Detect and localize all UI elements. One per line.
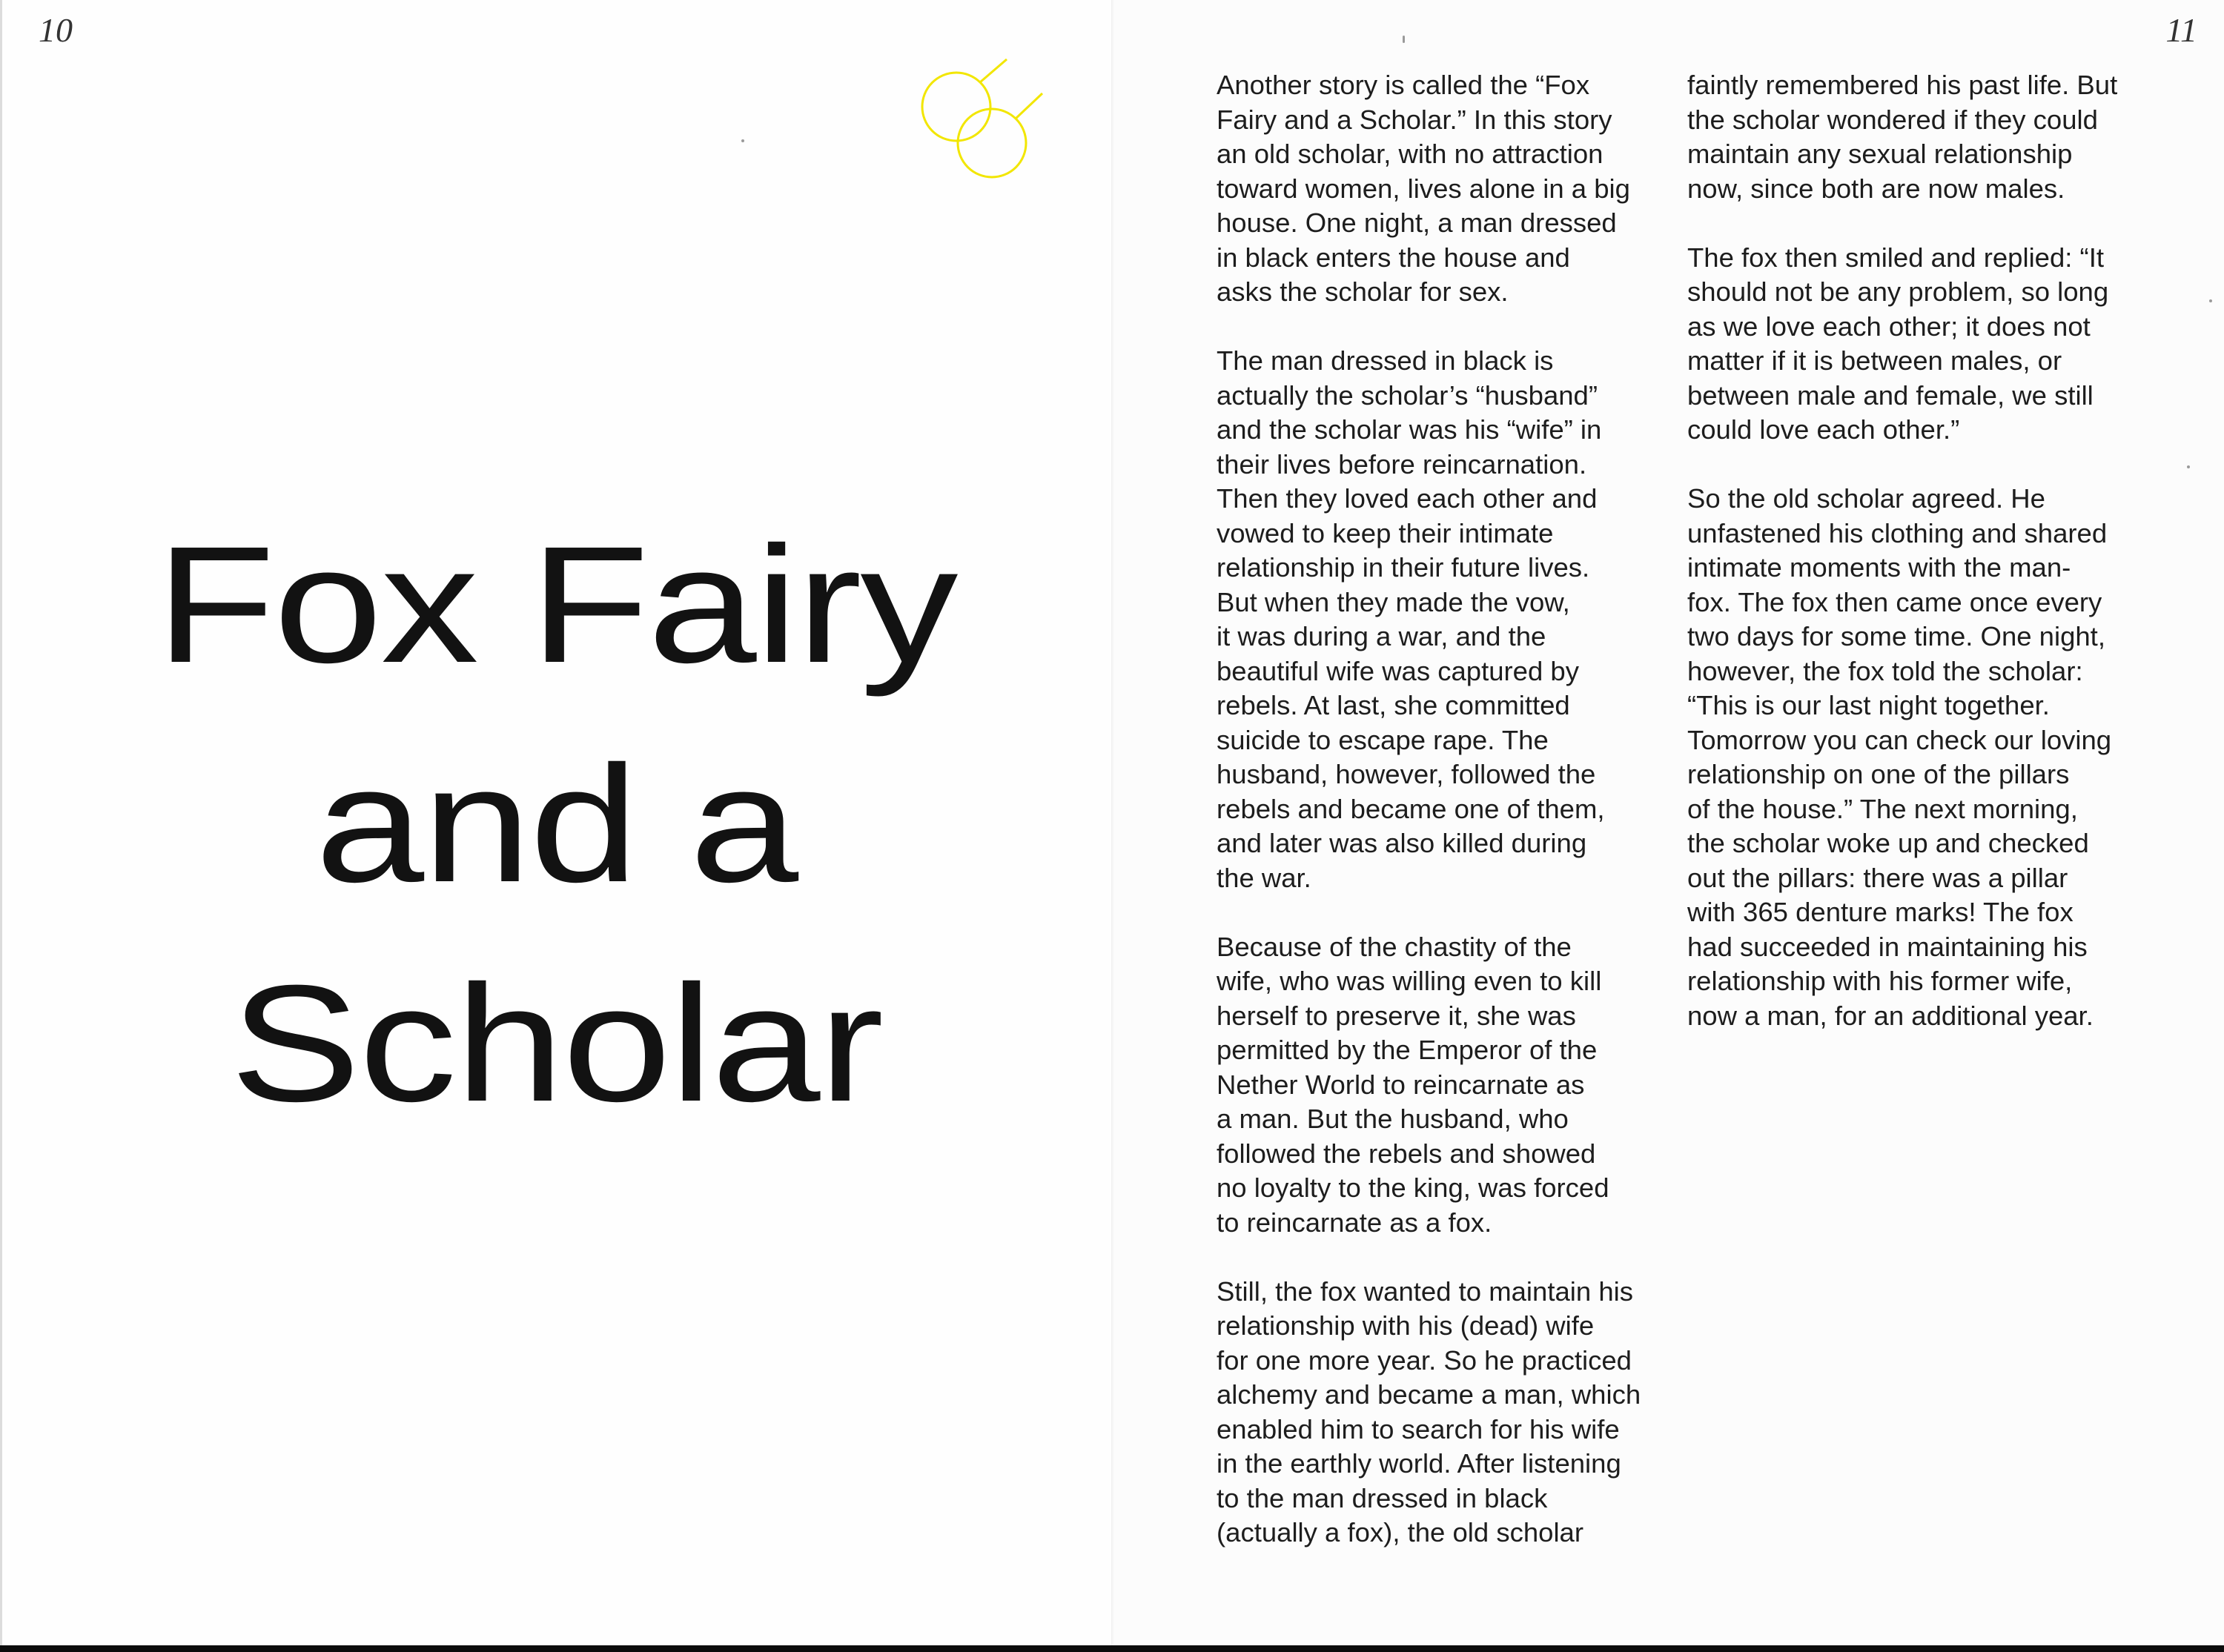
text-line: should not be any problem, so long: [1687, 276, 2109, 307]
text-line: and later was also killed during: [1217, 828, 1587, 858]
text-line: intimate moments with the man-: [1687, 552, 2071, 583]
text-line: to reincarnate as a fox.: [1217, 1207, 1492, 1238]
ring-lower: [958, 109, 1026, 177]
page-number-right: 11: [2165, 11, 2197, 49]
text-line: for one more year. So he practiced: [1217, 1344, 1632, 1376]
text-line: Fairy and a Scholar.” In this story: [1217, 104, 1612, 135]
scan-speck: [2209, 299, 2212, 302]
text-line: matter if it is between males, or: [1687, 345, 2062, 376]
text-line: relationship with his former wife,: [1687, 966, 2073, 996]
text-line: the war.: [1217, 862, 1311, 893]
text-line: herself to preserve it, she was: [1217, 1000, 1576, 1031]
text-line: rebels and became one of them,: [1217, 793, 1605, 824]
text-line: Because of the chastity of the: [1217, 931, 1572, 962]
paragraph: [1687, 241, 2162, 448]
text-line: an old scholar, with no attraction: [1217, 139, 1604, 169]
text-line: the scholar wondered if they could: [1687, 104, 2098, 135]
page-number-left: 10: [39, 11, 73, 49]
title-line-2: and a: [315, 732, 797, 917]
ring-upper-tail: [980, 59, 1007, 82]
paragraph: [1217, 344, 1691, 895]
text-line: wife, who was willing even to kill: [1217, 966, 1602, 996]
text-line: rebels. At last, she committed: [1217, 690, 1570, 720]
scan-speck: [1403, 36, 1405, 43]
text-line: out the pillars: there was a pillar: [1687, 862, 2068, 893]
text-line: followed the rebels and showed: [1217, 1138, 1596, 1169]
text-line: Another story is called the “Fox: [1217, 70, 1590, 100]
text-line: their lives before reincarnation.: [1217, 448, 1587, 480]
paragraph: [1217, 68, 1691, 310]
text-line: and the scholar was his “wife” in: [1217, 414, 1602, 445]
paragraph: [1687, 482, 2162, 1033]
text-line: The man dressed in black is: [1217, 345, 1554, 376]
paragraph: [1687, 68, 2162, 206]
text-line: vowed to keep their intimate: [1217, 517, 1554, 548]
two-interlocked-rings-icon: [913, 58, 1047, 191]
text-line: husband, however, followed the: [1217, 759, 1596, 789]
spine-gutter: [1111, 0, 1114, 1647]
text-line: (actually a fox), the old scholar: [1217, 1517, 1584, 1547]
text-line: The fox then smiled and replied: “It: [1687, 242, 2104, 273]
text-line: with 365 denture marks! The fox: [1687, 897, 2074, 927]
text-line: relationship with his (dead) wife: [1217, 1310, 1595, 1341]
text-line: suicide to escape rape. The: [1217, 724, 1549, 755]
text-line: relationship in their future lives.: [1217, 552, 1590, 583]
text-line: the scholar woke up and checked: [1687, 828, 2089, 858]
text-line: to the man dressed in black: [1217, 1482, 1548, 1513]
text-line: asks the scholar for sex.: [1217, 276, 1509, 307]
scan-left-edge: [0, 0, 2, 1652]
text-line: two days for some time. One night,: [1687, 621, 2105, 651]
title-line-3: Scholar: [230, 951, 882, 1136]
text-line: however, the fox told the scholar:: [1687, 655, 2083, 686]
text-line: in the earthly world. After listening: [1217, 1448, 1621, 1479]
text-line: it was during a war, and the: [1217, 621, 1546, 651]
scan-bottom-edge: [0, 1645, 2224, 1652]
text-line: of the house.” The next morning,: [1687, 793, 2078, 824]
text-line: relationship on one of the pillars: [1687, 759, 2070, 789]
text-line: faintly remembered his past life. But: [1687, 70, 2118, 100]
text-line: in black enters the house and: [1217, 242, 1570, 273]
ring-lower-tail: [1016, 93, 1042, 119]
text-line: permitted by the Emperor of the: [1217, 1035, 1598, 1065]
text-line: Still, the fox wanted to maintain his: [1217, 1276, 1633, 1307]
text-line: house. One night, a man dressed: [1217, 208, 1617, 238]
text-line: as we love each other; it does not: [1687, 311, 2091, 342]
text-line: Then they loved each other and: [1217, 483, 1598, 514]
text-line: Nether World to reincarnate as: [1217, 1069, 1585, 1100]
text-line: now, since both are now males.: [1687, 173, 2065, 204]
text-line: now a man, for an additional year.: [1687, 1000, 2094, 1031]
text-line: no loyalty to the king, was forced: [1217, 1172, 1609, 1203]
text-line: a man. But the husband, who: [1217, 1104, 1569, 1134]
text-line: toward women, lives alone in a big: [1217, 173, 1630, 204]
paragraph: [1217, 1275, 1691, 1550]
paragraph: [1217, 930, 1691, 1241]
text-line: actually the scholar’s “husband”: [1217, 379, 1598, 411]
text-line: beautiful wife was captured by: [1217, 655, 1579, 686]
ring-upper: [922, 73, 990, 141]
text-line: Tomorrow you can check our loving: [1687, 724, 2112, 755]
scan-speck: [741, 139, 744, 142]
text-line: maintain any sexual relationship: [1687, 139, 2073, 169]
body-text-column-2: [1687, 68, 2162, 1068]
text-line: unfastened his clothing and shared: [1687, 517, 2108, 548]
text-line: could love each other.”: [1687, 414, 1960, 445]
text-line: So the old scholar agreed. He: [1687, 483, 2045, 514]
scan-speck: [2187, 465, 2190, 468]
text-line: between male and female, we still: [1687, 379, 2094, 411]
title-line-1: Fox Fairy: [155, 512, 957, 697]
text-line: had succeeded in maintaining his: [1687, 931, 2088, 962]
text-line: fox. The fox then came once every: [1687, 586, 2102, 617]
body-text-column-1: [1217, 68, 1691, 1585]
page-title: [0, 495, 1112, 1153]
text-line: But when they made the vow,: [1217, 586, 1570, 617]
text-line: alchemy and became a man, which: [1217, 1379, 1641, 1410]
left-page: [0, 0, 1112, 1647]
text-line: “This is our last night together.: [1687, 690, 2050, 720]
text-line: enabled him to search for his wife: [1217, 1413, 1620, 1444]
